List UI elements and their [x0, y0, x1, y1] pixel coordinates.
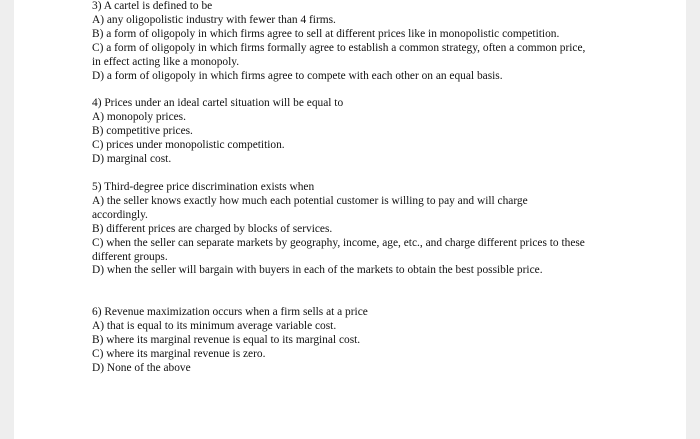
question-stem: 4) Prices under an ideal cartel situation will be equal to	[92, 97, 344, 110]
question-3	[92, 0, 617, 83]
option-a: A) the seller knows exactly how much each potential customer is willing to pay and will charge accordingly.	[92, 194, 528, 221]
option-c: C) a form of oligopoly in which firms formally agree to establish a common strategy, often a common price, in effect acting like a monopoly.	[92, 41, 586, 68]
question-stem: 3) A cartel is defined to be	[92, 0, 213, 12]
option-a: A) that is equal to its minimum average variable cost.	[92, 320, 337, 333]
option-b: B) a form of oligopoly in which firms agree to sell at different prices like in monopolistic competition.	[92, 27, 560, 40]
option-a: A) any oligopolistic industry with fewer than 4 firms.	[92, 13, 336, 26]
document-page	[14, 0, 686, 439]
question-4	[92, 97, 617, 167]
option-d: D) marginal cost.	[92, 153, 172, 166]
question-6	[92, 306, 617, 376]
option-b: B) where its marginal revenue is equal to its marginal cost.	[92, 334, 361, 347]
option-c: C) prices under monopolistic competition.	[92, 139, 285, 152]
option-a: A) monopoly prices.	[92, 111, 186, 124]
option-c: C) when the seller can separate markets by geography, income, age, etc., and charge different prices to these different groups.	[92, 236, 585, 263]
option-b: B) competitive prices.	[92, 125, 193, 138]
option-d: D) None of the above	[92, 361, 191, 374]
option-d: D) a form of oligopoly in which firms agree to compete with each other on an equal basis.	[92, 69, 503, 82]
option-d: D) when the seller will bargain with buyers in each of the markets to obtain the best possible price.	[92, 264, 543, 277]
option-c: C) where its marginal revenue is zero.	[92, 348, 266, 361]
option-b: B) different prices are charged by blocks of services.	[92, 222, 333, 235]
question-stem: 6) Revenue maximization occurs when a firm sells at a price	[92, 306, 368, 319]
question-5	[92, 181, 617, 278]
document-content	[92, 0, 617, 376]
question-stem: 5) Third-degree price discrimination exists when	[92, 180, 315, 193]
